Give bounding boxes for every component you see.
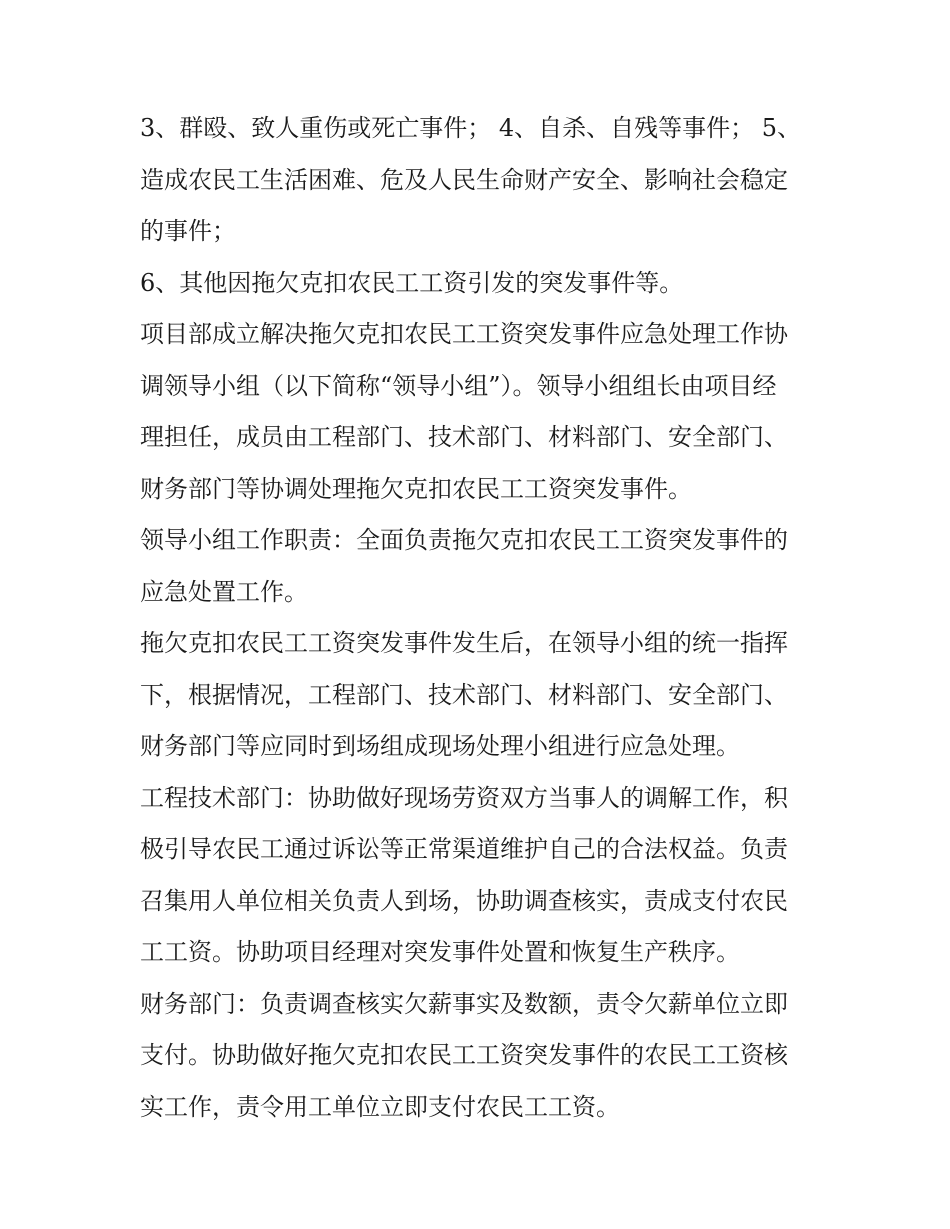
- text-line: 调领导小组（以下简称“领导小组”）。领导小组组长由项目经: [140, 371, 777, 400]
- text-line: 下，根据情况，工程部门、技术部门、材料部门、安全部门、: [140, 680, 788, 709]
- text-line: 3、群殴、致人重伤或死亡事件； 4、自杀、自残等事件； 5、: [140, 114, 802, 142]
- text-line: 应急处置工作。: [140, 577, 308, 606]
- text-line: 工工资。协助项目经理对突发事件处置和恢复生产秩序。: [140, 938, 740, 966]
- text-line: 财务部门等应同时到场组成现场处理小组进行应急处理。: [140, 732, 740, 760]
- text-line: 极引导农民工通过诉讼等正常渠道维护自己的合法权益。负责: [140, 835, 788, 863]
- text-line: 财务部门等协调处理拖欠克扣农民工工资突发事件。: [140, 474, 692, 503]
- text-line: 的事件；: [140, 217, 236, 245]
- text-line: 拖欠克扣农民工工资突发事件发生后，在领导小组的统一指挥: [140, 629, 788, 657]
- text-line: 财务部门：负责调查核实欠薪事实及数额，责令欠薪单位立即: [140, 989, 788, 1018]
- text-line: 支付。协助做好拖欠克扣农民工工资突发事件的农民工工资核: [140, 1041, 788, 1069]
- text-line: 召集用人单位相关负责人到场，协助调查核实，责成支付农民: [140, 886, 788, 915]
- text-line: 项目部成立解决拖欠克扣农民工工资突发事件应急处理工作协: [140, 320, 788, 348]
- document-body: [140, 103, 820, 1133]
- text-line: 造成农民工生活困难、危及人民生命财产安全、影响社会稳定: [140, 165, 788, 194]
- text-line: 理担任，成员由工程部门、技术部门、材料部门、安全部门、: [140, 423, 788, 451]
- text-line: 领导小组工作职责：全面负责拖欠克扣农民工工资突发事件的: [140, 526, 788, 554]
- text-line: 实工作，责令用工单位立即支付农民工工资。: [140, 1092, 620, 1121]
- text-line: 工程技术部门：协助做好现场劳资双方当事人的调解工作，积: [140, 783, 788, 812]
- text-line: 6、其他因拖欠克扣农民工工资引发的突发事件等。: [140, 268, 684, 297]
